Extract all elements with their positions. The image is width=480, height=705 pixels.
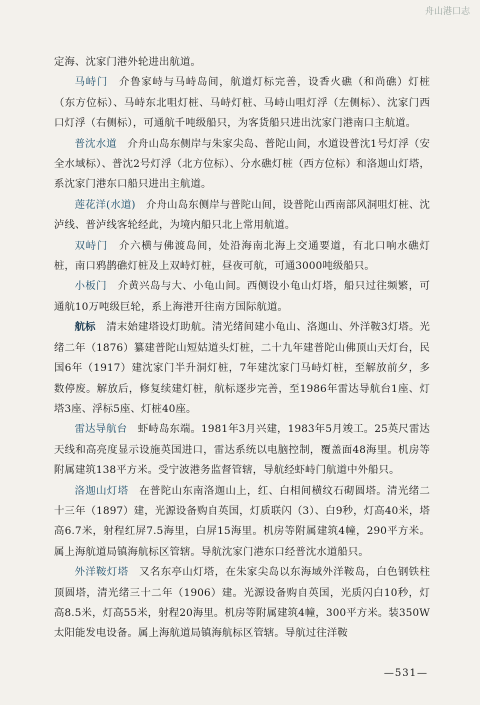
paragraph-term: 普沈水道 — [74, 137, 117, 150]
paragraph — [54, 236, 430, 277]
paragraph-term: 雷达导航台 — [74, 423, 128, 436]
paragraph — [54, 134, 430, 195]
paragraph-text: 介鲁家峙与马峙岛间，航道灯标完善，设香火礁（和尚礁）灯桩（东方位标）、马峙东北咀灯桩、马峙灯桩、马峙山咀灯浮（左侧标）、沈家门西口灯浮（右侧标），可通航千吨级船只，为客货船只进出沈家门港南口主航道。 — [54, 76, 431, 130]
paragraph — [54, 481, 430, 563]
paragraph-text: 又名东亭山灯塔，在朱家尖岛以东海域外洋鞍岛，白色钢铁柱顶圆塔，清光绪三十二年（1906）建。光源设备购自英国，光质闪白10秒，灯高8.5米，灯高55米，射程20海里。机房等附属建筑4幢，300平方米。装350W太阳能发电设备。属上海航道局镇海航标区管辖。导航过往洋鞍 — [54, 566, 430, 640]
paragraph — [54, 562, 430, 644]
page-number: —531— — [383, 668, 428, 679]
paragraph-term: 小板门 — [74, 280, 107, 293]
paragraph-text: 清末始建塔设灯助航。清光绪间建小龟山、洛迦山、外洋鞍3灯塔。光绪二年（1876）纂建普陀山短姑道头灯桩，二十九年建普陀山佛顶山天灯台，民国6年（1917）建沈家门半升洞灯桩，7年建沈家门马峙灯桩，至解放前夕，多数停废。解放后，修复续建灯桩，航标逐步完善，至1986年雷达导航台1座、灯塔3座、浮标5座、灯桩40座。 — [54, 321, 431, 415]
paragraph-term: 洛迦山灯塔 — [74, 484, 129, 497]
header-mark: 舟山港口志 — [424, 7, 470, 17]
paragraph — [54, 276, 430, 317]
paragraph-text: 介舟山岛东侧岸与普陀山间，设普陀山西南部风洞咀灯桩、沈泸线、普泸线客轮经此，为境内船只北上常用航道。 — [54, 198, 431, 232]
paragraph-text: 介舟山岛东侧岸与朱家尖岛、普陀山间，水道设普沈1号灯浮（安全水域标）、普沈2号灯浮（北方位标）、分水礁灯桩（西方位标）和洛迦山灯塔，系沈家门港东口船只进出主航道。 — [54, 137, 430, 191]
paragraph — [54, 72, 430, 133]
paragraph-text: 定海、沈家门港外轮进出航道。 — [54, 56, 201, 68]
paragraph-text: 介六横与佛渡岛间，处沿海南北海上交通要道，有北口响水礁灯桩，南口鸦鹊礁灯桩及上双峙灯桩，昼夜可航，可通3000吨级船只。 — [54, 239, 431, 273]
paragraph — [54, 52, 430, 72]
paragraph-text: 介黄兴岛与大、小龟山间。西侧设小龟山灯塔，船只过往频繁，可通航10万吨级巨轮，系上海港开往南方国际航道。 — [54, 280, 430, 313]
paragraph-text: 虾峙岛东端。1981年3月兴建，1983年5月竣工。25英尺雷达天线和高亮度显示设施英国进口，雷达系统以电脑控制，覆盖面48海里。机房等附属建筑138平方米。受宁波港务监督管辖，导航经虾峙门航道中外船只。 — [54, 423, 431, 477]
paragraph-term: 马峙门 — [74, 76, 108, 89]
paragraph-term: 双峙门 — [74, 239, 108, 252]
paragraph — [54, 195, 430, 236]
paragraph — [54, 317, 430, 419]
paragraph — [54, 419, 430, 480]
body-text — [54, 52, 430, 644]
paragraph-text: 在普陀山东南洛迦山上，红、白相间横纹石砌圆塔。清光绪二十三年（1897）建，光源设备购自英国，灯质联闪（3）、白9秒，灯高40米，塔高6.7米，射程红屏7.5海里，白屏15海里。机房等附属建筑4幢，290平方米。属上海航道局镇海航标区管辖。导航沈家门港东口经普沈水道船只。 — [54, 484, 430, 558]
paragraph-term: 航标 — [74, 321, 96, 334]
paragraph-term: 外洋鞍灯塔 — [74, 566, 129, 579]
paragraph-term: 莲花洋(水道) — [74, 198, 136, 211]
